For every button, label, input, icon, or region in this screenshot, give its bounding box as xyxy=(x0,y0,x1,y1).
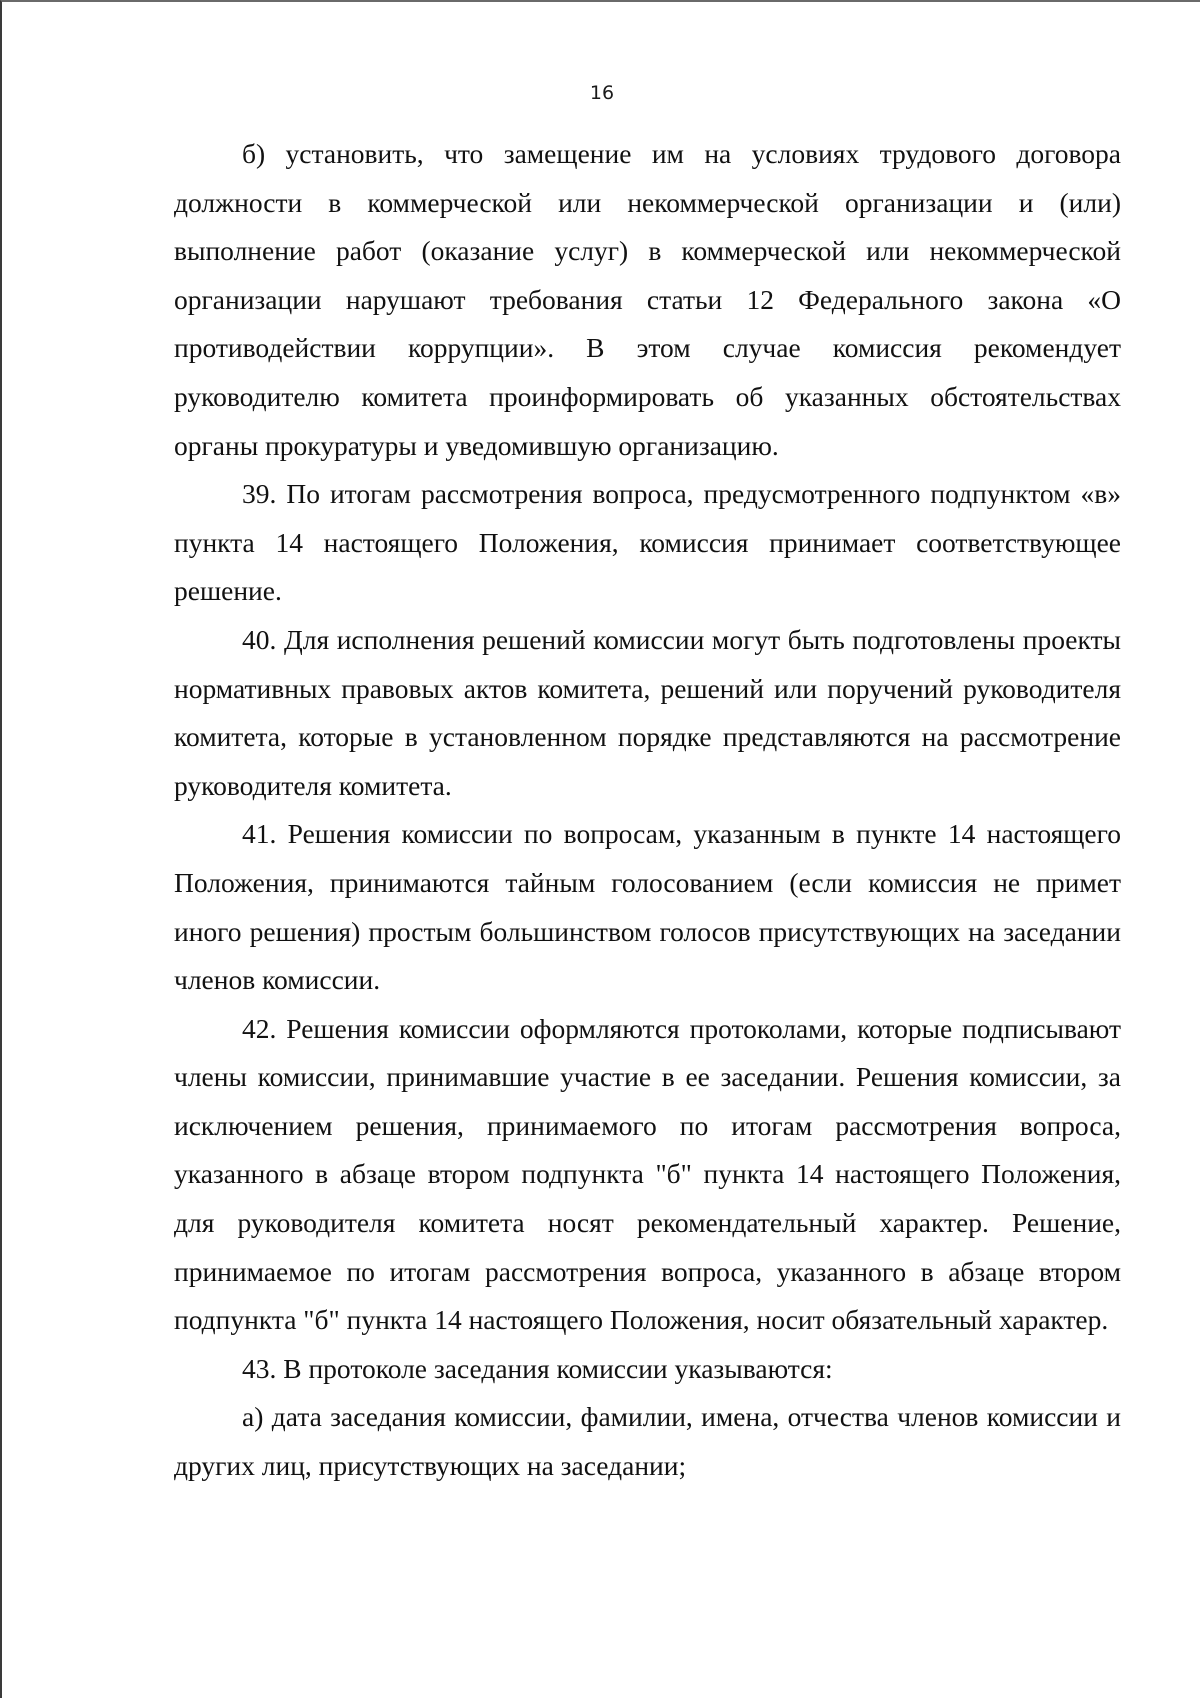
paragraph-42: 42. Решения комиссии оформляются протоколами, которые подписывают члены комиссии, принимавшие участие в ее заседании. Решения комиссии, за исключением решения, принимаемого по итогам рассмотрения вопроса, указанного в абзаце втором подпункта "б" пункта 14 настоящего Положения, для руководителя комитета носят рекомендательный характер. Решение, принимаемое по итогам рассмотрения вопроса, указанного в абзаце втором подпункта "б" пункта 14 настоящего Положения, носит обязательный характер. xyxy=(174,1012,1121,1336)
paragraph-41: 41. Решения комиссии по вопросам, указанным в пункте 14 настоящего Положения, принимаются тайным голосованием (если комиссия не примет иного решения) простым большинством голосов присутствующих на заседании членов комиссии. xyxy=(174,818,1121,996)
paragraph-43: 43. В протоколе заседания комиссии указываются: xyxy=(242,1352,833,1384)
paragraph-40: 40. Для исполнения решений комиссии могут быть подготовлены проекты нормативных правовых актов комитета, решений или поручений руководителя комитета, которые в установленном порядке представляются на рассмотрение руководителя комитета. xyxy=(174,623,1121,801)
paragraph-39: 39. По итогам рассмотрения вопроса, предусмотренного подпунктом «в» пункта 14 настоящего Положения, комиссия принимает соответствующее решение. xyxy=(174,478,1121,607)
paragraph-43a: а) дата заседания комиссии, фамилии, имена, отчества членов комиссии и других лиц, присутствующих на заседании; xyxy=(174,1401,1121,1482)
paragraph-38b: б) установить, что замещение им на условиях трудового договора должности в коммерческой или некоммерческой организации и (или) выполнение работ (оказание услуг) в коммерческой или некоммерческой организации нарушают требования статьи 12 Федерального закона «О противодействии коррупции». В этом случае комиссия рекомендует руководителю комитета проинформировать об указанных обстоятельствах органы прокуратуры и уведомившую организацию. xyxy=(174,138,1121,461)
page-number: 16 xyxy=(589,82,615,104)
document-body xyxy=(174,130,1121,1491)
